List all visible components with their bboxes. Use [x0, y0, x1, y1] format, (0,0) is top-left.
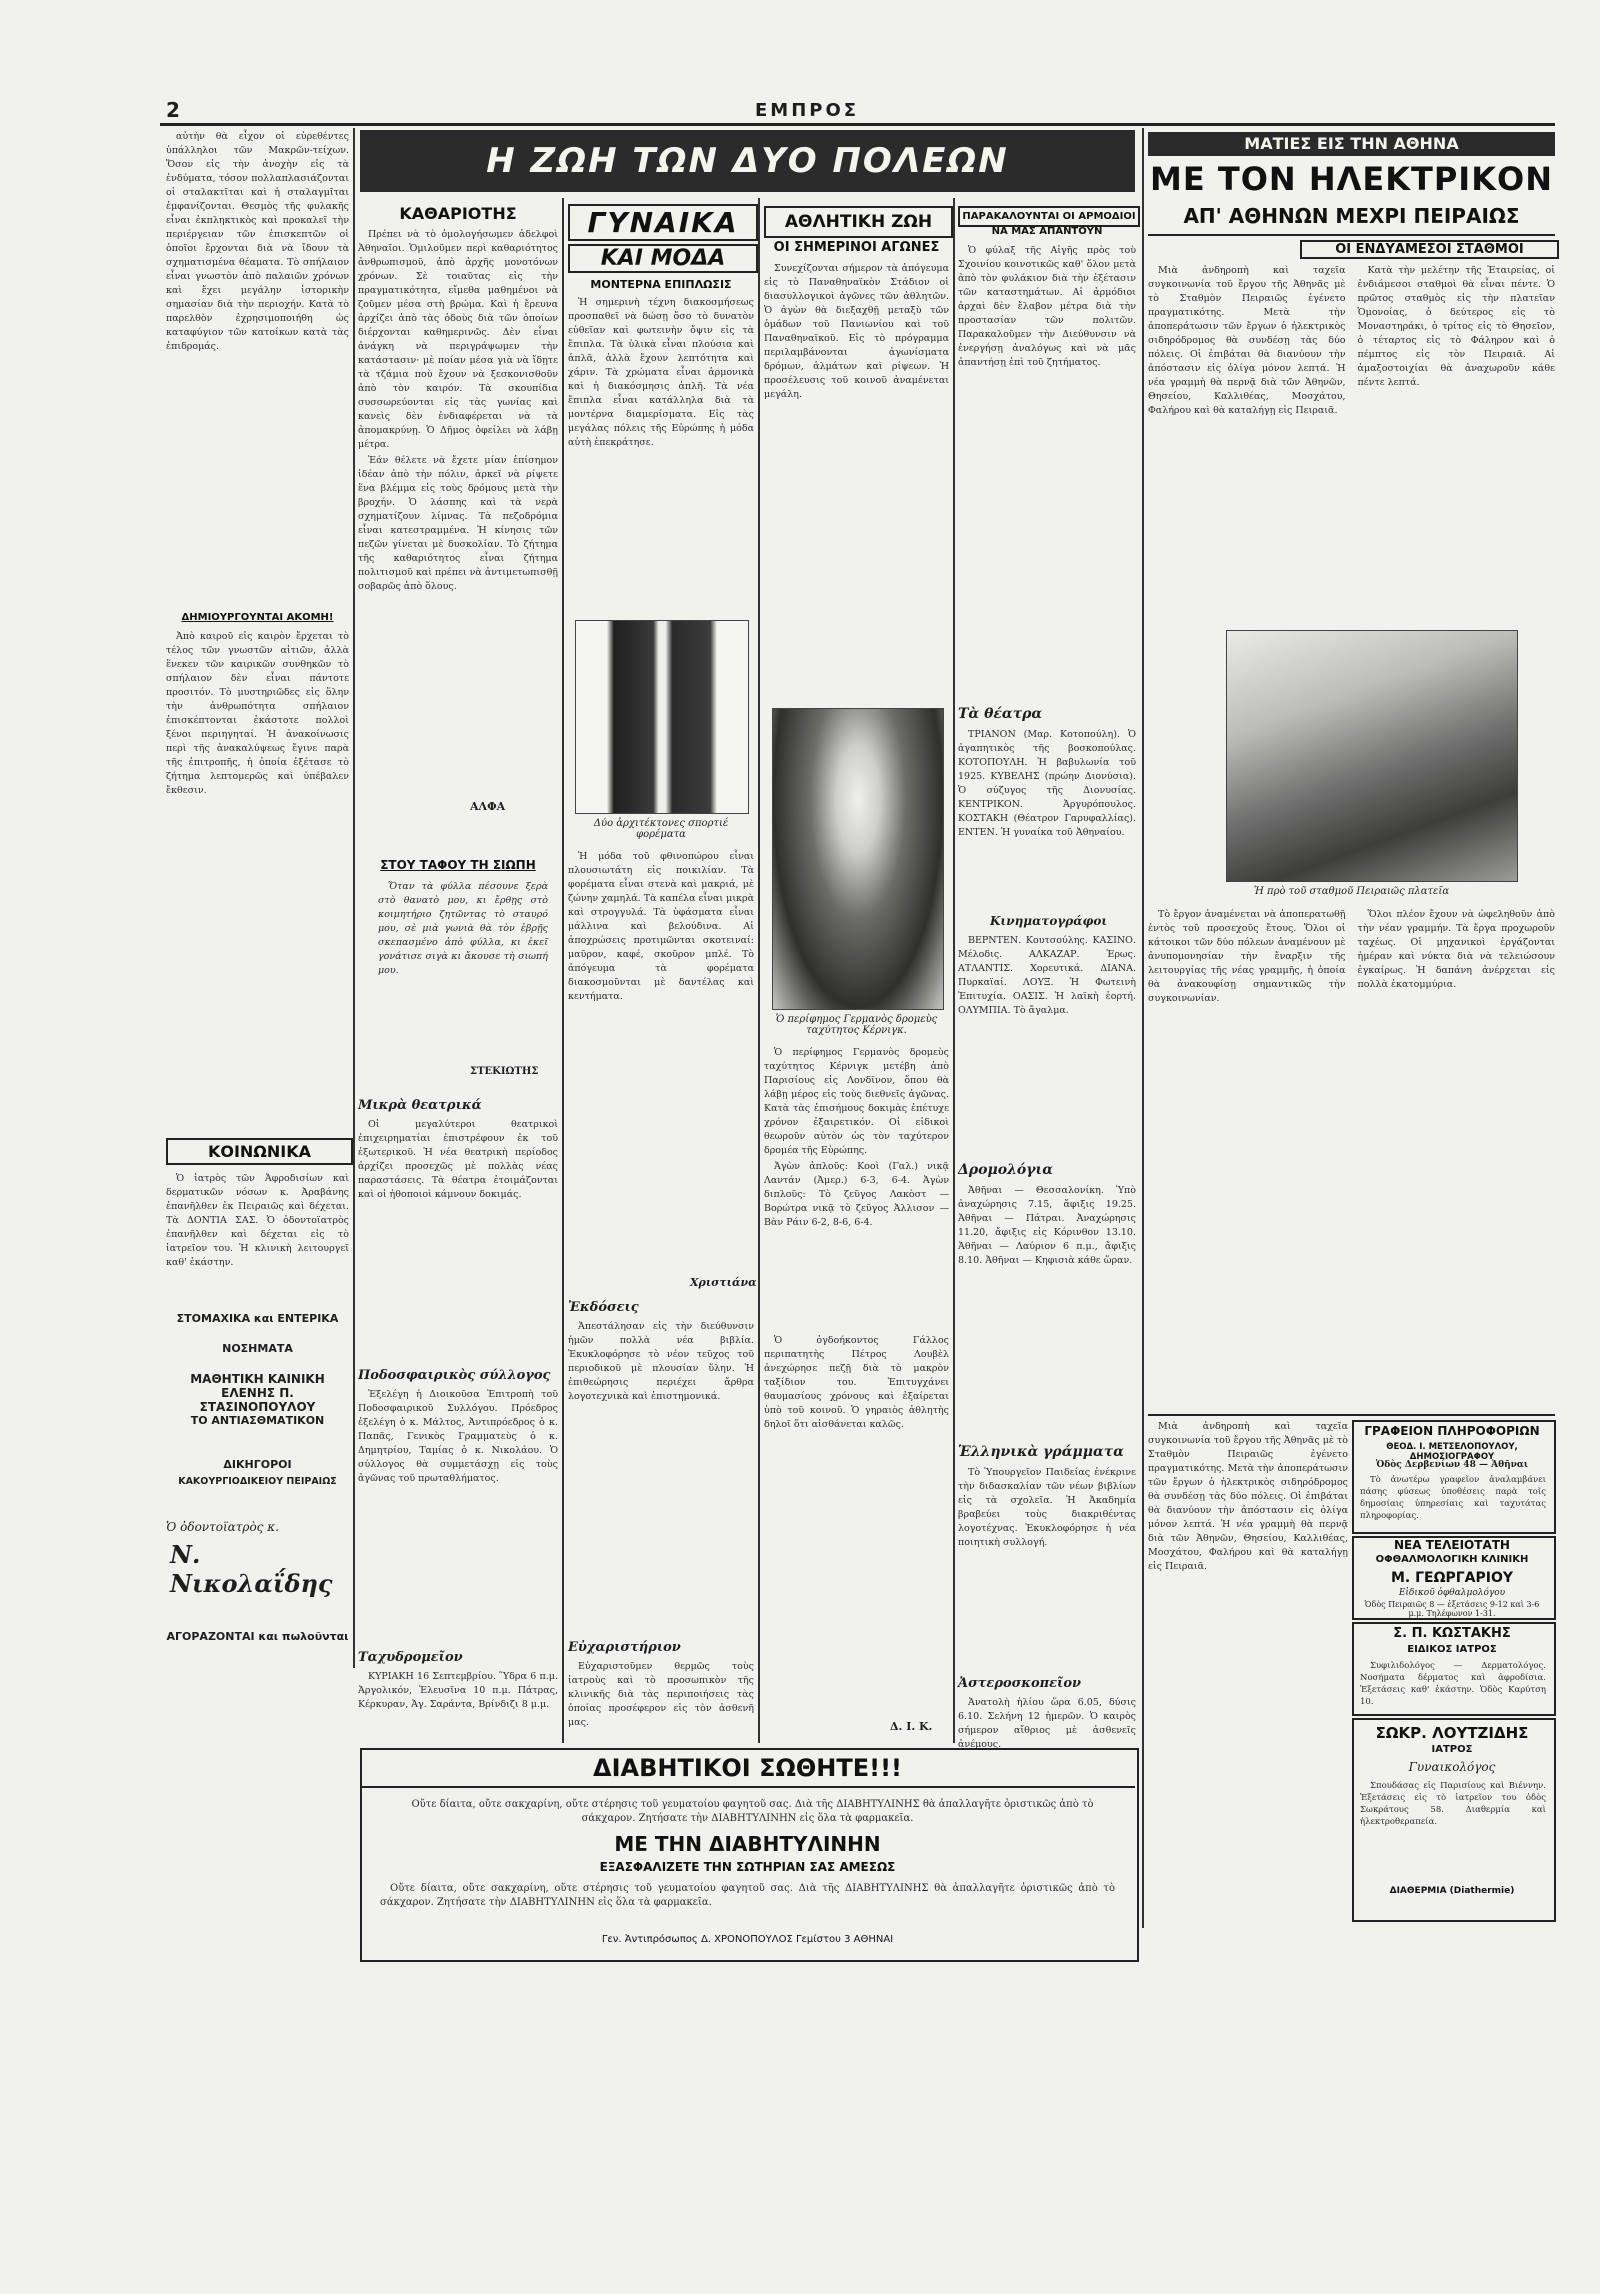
heading-el-grammata: Ἑλληνικὰ γράμματα: [958, 1444, 1124, 1460]
ad-nosimata: ΝΟΣΗΜΑΤΑ: [222, 1342, 293, 1355]
ad-dikigoros: ΔΙΚΗΓΟΡΟΙ: [223, 1458, 292, 1471]
col4d-paragraph: Ὁ ὀγδοήκοντος Γάλλος περιπατητὴς Πέτρος Λουβὲλ ἀνεχώρησε πεζῇ διὰ τὸ μακρὸν ταξίδιον του. Ἐπιτυγχάνει θαυμασίους χρόνους καὶ ἐξαίρεται ὑπὸ τοῦ κοινοῦ. Ὁ γηραιὸς ἀθλητὴς δηλοῖ ὅτι αἰσθάνεται καλῶς.: [764, 1335, 949, 1430]
klinik-title2: ΟΦΘΑΛΜΟΛΟΓΙΚΗ ΚΛΙΝΙΚΗ: [1375, 1554, 1529, 1565]
kathariotis-signature: ΑΛΦΑ: [470, 800, 506, 813]
heading-kinimatografoi: Κινηματογράφοι: [990, 914, 1108, 928]
column-2c-text: [378, 880, 548, 1060]
column-2f-text: [358, 1670, 558, 1740]
loutzidis-spec: Γυναικολόγος: [1408, 1760, 1496, 1774]
kostakis-name: Σ. Π. ΚΩΣΤΑΚΗΣ: [1393, 1626, 1511, 1641]
diavitikoi-title: ΔΙΑΒΗΤΙΚΟΙ ΣΩΘΗΤΕ!!!: [360, 1754, 1135, 1788]
col5d-paragraph: Ἀθῆναι — Θεσσαλονίκη. Ὑπὸ ἀναχώρησις 7.15, ἄφιξις 19.25. Ἀθῆναι — Πάτραι. Ἀναχώρησις 11.20, ἄφιξις εἰς Κόρινθον 13.10. Ἀθῆναι — Λαύριον 6 π.μ., ἄφιξις 8.10. Ἀθῆναι — Κηφισιὰ κάθε ὥραν.: [958, 1185, 1136, 1266]
odontiatros-name: Ν. Νικολαΐδης: [170, 1540, 333, 1598]
heading-me-ton-ilektrikon: ΜΕ ΤΟΝ ΗΛΕΚΤΡΙΚΟΝ: [1150, 160, 1553, 198]
column-3-text: [568, 296, 754, 616]
column-divider-3: [758, 198, 760, 1743]
heading-dimiourgoyntai: ΔΗΜΙΟΥΡΓΟΥΝΤΑΙ ΑΚΟΜΗ!: [181, 612, 334, 623]
col5b-paragraph: ΤΡΙΑΝΟΝ (Μαρ. Κοτοπούλη). Ὁ ἀγαπητικὸς τῆς βοσκοπούλας. ΚΟΤΟΠΟΥΛΗ. Ἡ βαβυλωνία τοῦ 1925. ΚΥΒΕΛΗΣ (πρώην Διονύσια). Ὁ σύζυγος τῆς Διονυσίας. ΚΕΝΤΡΙΚΟΝ. Ἀργυρόπουλος. ΚΟΣΤΑΚΗ (Θέατρον Γαρυφαλλίας). ΕΝΤΕΝ. Ἡ γυναίκα τοῦ Ἀθηναίου.: [958, 729, 1136, 838]
col5f-paragraph: Ἀνατολὴ ἡλίου ὥρα 6.05, δύσις 6.10. Σελήνη 12 ἡμερῶν. Ὁ καιρὸς σήμερον αἴθριος μὲ ἀσθενεῖς ἀνέμους.: [958, 1697, 1136, 1750]
column-1b-text: [166, 630, 349, 1130]
fashion-illustration: [575, 620, 749, 814]
right-lower-paragraph: Μιὰ ἀνδηροπὴ καὶ ταχεῖα συγκοινωνία τοῦ ἔργου τῆς Ἀθηνᾶς μὲ τὸ Σταθμὸν Πειραιῶς ἐγένετο πραγματικότης. Μετὰ τὴν ἀποπεράτωσιν τῶν ἔργων ὁ ἠλεκτρικὸς σιδηρόδρομος θὰ συνδέσῃ τὰς δύο πόλεις. Οἱ ἐπιβάται θὰ διανύουν τὴν ἀπόστασιν εἰς ὀλίγα μόνον λεπτά. Ἡ νέα γραμμὴ θὰ περνᾷ διὰ τῶν Ἀθηνῶν, Θησείου, Καλλιθέας, Μοσχάτου, Φαλήρου καὶ θὰ καταλήγῃ εἰς Πειραιᾶ.: [1148, 1421, 1348, 1572]
diatherm-label: ΔΙΑΘΕΡΜΙΑ (Diathermie): [1389, 1886, 1515, 1896]
column-2-text: [358, 228, 558, 788]
heading-ta-theatra: Τὰ θέατρα: [958, 706, 1043, 722]
column-3d-text: [568, 1660, 754, 1740]
col5e-paragraph: Τὸ Ὑπουργεῖον Παιδείας ἐνέκρινε τὴν διδασκαλίαν τῶν νέων βιβλίων εἰς τὰ σχολεῖα. Ἡ Ἀκαδημία βραβεύει τοὺς διακριθέντας λογοτέχνας. Ἐκυκλοφόρησε ἡ νέα ποιητικὴ συλλογή.: [958, 1467, 1136, 1548]
right-mid-paragraph: Ὅλοι πλέον ἔχουν νὰ ὠφεληθοῦν ἀπὸ τὴν νέαν γραμμήν. Τὰ ἔργα προχωροῦν ταχέως. Οἱ μηχανικοὶ ἐργάζονται ἡμέραν καὶ νύκτα διὰ νὰ τελειώσουν ἐγκαίρως. Ἡ δαπάνη ἀνέρχεται εἰς πολλὰ ἑκατομμύρια.: [1357, 909, 1555, 990]
column-3c-text: [568, 1320, 754, 1620]
heading-koinonika: ΚΟΙΝΩΝΙΚΑ: [166, 1138, 353, 1165]
col6-paragraph: Μιὰ ἀνδηροπὴ καὶ ταχεῖα συγκοινωνία τοῦ ἔργου τῆς Ἀθηνᾶς μὲ τὸ Σταθμὸν Πειραιῶς ἐγένετο πραγματικότης. Μετὰ τὴν ἀποπεράτωσιν τῶν ἔργων ὁ ἠλεκτρικὸς σιδηρόδρομος θὰ συνδέσῃ τὰς δύο πόλεις. Οἱ ἐπιβάται θὰ διανύουν τὴν ἀπόστασιν εἰς ὀλίγα μόνον λεπτά. Ἡ νέα γραμμὴ θὰ περνᾷ διὰ τῶν Ἀθηνῶν, Θησείου, Καλλιθέας, Μοσχάτου, Φαλήρου καὶ θὰ καταλήγῃ εἰς Πειραιᾶ.: [1148, 265, 1346, 416]
col4-paragraph: Συνεχίζονται σήμερον τὰ ἀπόγευμα εἰς τὸ Παναθηναϊκὸν Στάδιον οἱ διασυλλογικοὶ ἀγῶνες τῶν ἀθλητῶν. Ὁ ἀγὼν θὰ διεξαχθῇ μεταξὺ τῶν ὁμάδων τοῦ Πανιωνίου καὶ τοῦ Παναθηναϊκοῦ. Εἰς τὸ πρόγραμμα περιλαμβάνονται ἀγωνίσματα δρόμων, ἁλμάτων καὶ ρίψεων. Ἡ προσέλευσις τοῦ κοινοῦ ἀναμένεται μεγάλη.: [764, 263, 949, 400]
kostakis-body-text: Συφιλιδολόγος — Δερματολόγος. Νοσήματα δέρματος καὶ ἀφροδίσια. Ἐξετάσεις καθ' ἑκάστην. Ὁδὸς Καρύτση 10.: [1360, 1661, 1546, 1707]
col4c-paragraph: Ἀγὼν ἀπλοῦς: Κοοὶ (Γαλ.) νικᾷ Λαντάν (Ἀμερ.) 6-3, 6-4. Ἀγὼν διπλοῦς: Τὸ ζεῦγος Λακὸστ — Βορώτρα νικᾷ τὸ ζεῦγος Ἀλλισον — Βὰν Ράιν 6-2, 8-6, 6-4.: [764, 1161, 949, 1228]
column-divider-1: [353, 128, 355, 1668]
col1-paragraph: αὐτὴν θὰ εἶχον οἱ εὑρεθέντες ὑπάλληλοι τῶν Μακρῶν-τείχων. Ὅσον εἰς τὴν ἀνοχὴν εἰς τὰ ἐνδύματα, τόσον πολλαπλασιάζονται οἱ σταλακτῖται καὶ ἡ σταλαγμῖται ἐμφανίζονται. Θεσμὸς τῆς φυλακῆς εἶναι ἐκπληκτικὸς καὶ προκαλεῖ τὴν περιέργειαν τῶν ἐπισκεπτῶν οἱ ὁποῖοι ἔρχονται διὰ νὰ ἴδουν τὰ σχηματισμένα θέαματα. Τὸ σπήλαιον εἶναι γνωστὸν ἀπὸ παλαιῶν χρόνων καὶ ἔχει μεγάλην ἱστορικὴν σημασίαν διὰ τὴν περιοχήν. Κατὰ τὸ παρελθὸν ἐχρησιμοποιήθη ὡς καταφύγιον τῶν κατοίκων κατὰ τὰς ἐπιδρομάς.: [166, 131, 349, 352]
page-number: 2: [166, 98, 180, 122]
column-3b-text: [568, 850, 754, 1270]
klinik-note: Εἰδικοῦ ὀφθαλμολόγου: [1398, 1588, 1506, 1598]
stou-tafou-signature: ΣΤΕΚΙΩΤΗΣ: [470, 1066, 539, 1077]
kostakis-title: ΕΙΔΙΚΟΣ ΙΑΤΡΟΣ: [1407, 1644, 1497, 1655]
diavit-body: [380, 1798, 1115, 1828]
diavit-body-text: Οὔτε δίαιτα, οὔτε σακχαρίνη, οὔτε στέρησις τοῦ γευματοίου φαγητοῦ σας. Διὰ τῆς ΔΙΑΒΗΤΥΛΙΝΗΣ θὰ ἀπαλλαγῆτε ὁριστικῶς ἀπὸ τὸ σάκχαρον. Ζητήσατε τὴν ΔΙΑΒΗΤΥΛΙΝΗΝ εἰς ὅλα τὰ φαρμακεῖα.: [411, 1799, 1094, 1824]
column-divider-4: [953, 198, 955, 1743]
col3c-paragraph: Ἀπεστάλησαν εἰς τὴν διεύθυνσιν ἡμῶν πολλὰ νέα βιβλία. Ἐκυκλοφόρησε τὸ νέον τεῦχος τοῦ περιοδικοῦ μὲ πλουσίαν ὕλην. Ἡ ἐπιθεώρησις περιέχει ἄρθρα λογοτεχνικὰ καὶ ἐπιστημονικά.: [568, 1321, 754, 1402]
heading-podosfairiki: Ποδοσφαιρικὸς σύλλογος: [358, 1368, 551, 1383]
column-5f-text: [958, 1696, 1136, 1750]
column-4b-text: [764, 1046, 949, 1326]
heading-maties: ΜΑΤΙΕΣ ΕΙΣ ΤΗΝ ΑΘΗΝΑ: [1148, 132, 1555, 156]
grafeion-title: ΓΡΑΦΕΙΟΝ ΠΛΗΡΟΦΟΡΙΩΝ: [1364, 1424, 1540, 1438]
col6b-paragraph: Κατὰ τὴν μελέτην τῆς Ἑταιρείας, οἱ ἐνδιάμεσοι σταθμοὶ θὰ εἶναι πέντε. Ὁ πρῶτος σταθμὸς εἰς τὴν πλατεῖαν Ὁμονοίας, ὁ δεύτερος εἰς τὸ Μοναστηράκι, ὁ τρίτος εἰς τὸ Θησεῖον, ὁ τέταρτος εἰς τὸ Φάληρον καὶ ὁ πέμπτος εἰς τὸν Πειραιᾶ. Αἱ ἁμαξοστοιχίαι θὰ ἀναχωροῦν κάθε πέντε λεπτά.: [1357, 265, 1555, 388]
right-lower-text: [1148, 1420, 1348, 1710]
loutzidis-body-text: Σπουδάσας εἰς Παρισίους καὶ Βιέννην. Ἐξετάσεις εἰς τὸ ἰατρεῖον του ὁδὸς Σωκράτους 58. Διαθερμία καὶ ἠλεκτροθεραπεία.: [1360, 1781, 1546, 1827]
zoi-ton-dyo-poleon-banner: Η ΖΩΗ ΤΩΝ ΔΥΟ ΠΟΛΕΩΝ: [360, 130, 1135, 192]
heading-ekdoseis: Ἐκδόσεις: [568, 1300, 639, 1315]
diavitylini-sub: ΕΞΑΣΦΑΛΙΖΕΤΕ ΤΗΝ ΣΩΤΗΡΙΑΝ ΣΑΣ ΑΜΕΣΩΣ: [599, 1860, 896, 1874]
heading-gynaika: ΓΥΝΑΙΚΑ: [568, 204, 758, 241]
column-5b-text: [958, 728, 1136, 908]
ad-agorazontai: ΑΓΟΡΑΖΟΝΤΑΙ και πωλοῦνται: [166, 1630, 349, 1643]
street-caption: Ἡ πρὸ τοῦ σταθμοῦ Πειραιῶς πλατεῖα: [1253, 886, 1450, 897]
grafeion-name: ΘΕΟΔ. Ι. ΜΕΤΣΕΛΟΠΟΥΛΟΥ, ΔΗΜΟΣΙΟΓΡΑΦΟΥ: [1386, 1442, 1518, 1462]
diavitylini-title: ΜΕ ΤΗΝ ΔΙΑΒΗΤΥΛΙΝΗΝ: [614, 1832, 881, 1856]
loutzidis-body: [1360, 1780, 1546, 1880]
heading-parakaloyntai: ΠΑΡΑΚΑΛΟΥΝΤΑΙ ΟΙ ΑΡΜΟΔΙΟΙ: [958, 206, 1140, 227]
column-divider-5: [1142, 128, 1144, 1928]
heading-athlitiki: ΑΘΛΗΤΙΚΗ ΖΩΗ: [764, 206, 953, 238]
column-1-text: [166, 130, 349, 610]
heading-evxaristisis: Εὐχαριστήριον: [568, 1640, 681, 1655]
heading-asteroskopeion: Ἀστεροσκοπεῖον: [958, 1676, 1082, 1691]
heading-na-mas-apantoun: ΝΑ ΜΑΣ ΑΠΑΝΤΟΥΝ: [991, 226, 1103, 237]
col2-paragraph: Πρέπει νὰ τὸ ὁμολογήσωμεν ἀδελφοὶ Ἀθηναῖοι. Ὁμιλοῦμεν περὶ καθαριότητος ἀνθρωπισμοῦ, ἀπὸ ἀρχῆς μονοτόνων χρόνων. Σὲ τοιαῦτας εἰς τὴν πραγματικότητα, εἴμεθα μαθημένοι νὰ ζοῦμεν μέσα στὴ βρώμα. Καὶ ἡ ἔρευνα ἀρχίζει ἀπὸ τὰς ὁδοὺς διὰ τῶν ὁποίων διέρχονται καθημερινῶς. Δὲν εἶναι ἀνάγκη νὰ περιγράψωμεν τὴν κατάστασιν· μὲ ποίαν μέσα γιὰ νὰ ἴδῃτε τὰ τζάμια ποὺ ἔχουν νὰ ξεσκονισθοῦν ἀπὸ τὸν καιρόν. Τὰ σκουπίδια συσσωρεύονται εἰς τὰς γωνίας καὶ κανεὶς δὲν ἐνδιαφέρεται νὰ τὰ ἀπομακρύνῃ. Ὁ Δῆμος ὀφείλει νὰ λάβῃ μέτρα.: [358, 229, 558, 450]
ad-stomaxika: ΣΤΟΜΑΧΙΚΑ και ΕΝΤΕΡΙΚΑ: [176, 1312, 339, 1325]
grafeion-body-text: Τὸ ἀνωτέρω γραφεῖον ἀναλαμβάνει πάσης φύσεως ὑποθέσεις παρὰ τοῖς δημοσίαις ὑπηρεσίαις καὶ ταχυτάτας πληροφορίας.: [1360, 1475, 1546, 1521]
poem-paragraph: Ὅταν τὰ φύλλα πέσουνε ξερὰ στὸ θανατὸ μου, κι ἔρθῃς στὸ κοιμητήριο ζητῶντας τὸ σταυρό μου, σὲ μιὰ γωνιὰ θὰ τὸν ἐβρῇς σκεπασμένο ἀπὸ φύλλα, κι ἐκεῖ γονάτισε σιγὰ κι ἄκουσε τὴ σιωπή μου.: [378, 881, 548, 976]
ad-mathitiki: ΜΑΘΗΤΙΚΗ ΚΑΙΝΙΚΗ ΕΛΕΝΗΣ Π. ΣΤΑΣΙΝΟΠΟΥΛΟΥ: [190, 1372, 325, 1414]
col2f-paragraph: ΚΥΡΙΑΚΗ 16 Σεπτεμβρίου. Ὕδρα 6 π.μ. Ἀργολικόν, Ἐλευσῖνα 10 π.μ. Πάτρας, Κέρκυραν, Ἀγ. Σαράντα, Βρίνδιζι 8 μ.μ.: [358, 1671, 558, 1710]
column-6-text: [1148, 264, 1555, 624]
column-2e-text: [358, 1388, 558, 1638]
grafeion-addr: Ὁδὸς Δερβενίων 48 — Ἀθῆναι: [1375, 1460, 1529, 1470]
col1c-paragraph: Ὁ ἰατρὸς τῶν Ἀφροδισίων καὶ δερματικῶν νόσων κ. Ἀραβάνης ἐπανῆλθεν ἐκ Πειραιῶς καὶ δέχεται. Τὰ ΔΟΝΤΙΑ ΣΑΣ. Ὁ ὀδοντοϊατρὸς ἐπανῆλθεν καὶ δέχεται εἰς τὸ ἰατρεῖον του. Ἡ κλινικὴ λειτουργεῖ καθ' ἑκάστην.: [166, 1173, 349, 1268]
heading-dromologia: Δρομολόγια: [958, 1162, 1054, 1178]
heading-ap-athinon: ΑΠ' ΑΘΗΝΩΝ ΜΕΧΡΙ ΠΕΙΡΑΙΩΣ: [1183, 204, 1520, 228]
masthead-rule: [160, 123, 1555, 126]
runner-caption: Ὁ περίφημος Γερμανὸς δρομεὺς ταχύτητος Κέρνιγκ.: [775, 1014, 938, 1036]
heading-oi-endiamesoi: ΟΙ ΕΝΔΥΑΜΕΣΟΙ ΣΤΑΘΜΟΙ: [1300, 240, 1559, 259]
loutzidis-name: ΣΩΚΡ. ΛΟΥΤΖΙΔΗΣ: [1375, 1724, 1529, 1742]
grafeion-body: [1360, 1474, 1546, 1526]
heading-moderna: ΜΟΝΤΕΡΝΑ ΕΠΙΠΛΩΣΙΣ: [590, 278, 732, 291]
column-divider-2: [562, 198, 564, 1743]
col6c-paragraph: Τὸ ἔργον ἀναμένεται νὰ ἀποπερατωθῇ ἐντὸς τοῦ προσεχοῦς ἔτους. Ὅλοι οἱ κάτοικοι τῶν δύο πόλεων ἀναμένουν μὲ ἀνυπομονησίαν τὴν ἔναρξιν τῆς λειτουργίας τῆς νέας γραμμῆς, ἡ ὁποία θὰ ἀνακουφίσῃ σημαντικῶς τὴν συγκοινωνίαν.: [1148, 909, 1346, 1004]
moda-signature: Χριστιάνα: [690, 1276, 757, 1289]
piraeus-station-photo: [1226, 630, 1518, 882]
column-1c-text: [166, 1172, 349, 1307]
column-4-text: [764, 262, 949, 702]
runner-photo: [772, 708, 944, 1010]
column-2d-text: [358, 1118, 558, 1348]
column-5-text: [958, 244, 1136, 694]
diavitylini-footer: Γεν. Ἀντιπρόσωπος Δ. ΧΡΟΝΟΠΟΥΛΟΣ Γεμίστου 3 ΑΘΗΝΑΙ: [601, 1934, 894, 1945]
col3b-paragraph: Ἡ μόδα τοῦ φθινοπώρου εἶναι πλουσιωτάτη εἰς ποικιλίαν. Τὰ φορέματα εἶναι στενὰ καὶ μακριά, μὲ ζώνην χαμηλά. Τὰ καπέλα εἶναι μικρὰ καὶ στρογγυλά. Τὰ ὑφάσματα εἶναι μάλλινα καὶ βελούδινα. Αἱ ἀποχρώσεις προτιμῶνται σκοτειναί: μαῦρον, καφέ, σκοῦρον μπλέ. Τὸ ἀπόγευμα τὰ φορέματα διακοσμοῦνται μὲ δαντέλας καὶ κεντήματα.: [568, 851, 754, 1002]
fashion-caption: Δύο ἀρχιτέκτονες σπορτιέ φορέματα: [593, 818, 729, 840]
odontiatros-label: Ὁ ὀδοντοϊατρὸς κ.: [166, 1520, 279, 1534]
diavit-body-text-2: Οὔτε δίαιτα, οὔτε σακχαρίνη, οὔτε στέρησις τοῦ γευματοίου φαγητοῦ σας. Διὰ τῆς ΔΙΑΒΗΤΥΛΙΝΗΣ θὰ ἀπαλλαγῆτε ὁριστικῶς ἀπὸ τὸ σάκχαρον. Ζητήσατε τὴν ΔΙΑΒΗΤΥΛΙΝΗΝ εἰς ὅλα τὰ φαρμακεῖα.: [380, 1883, 1115, 1908]
klinik-body: Ὁδὸς Πειραιῶς 8 — ἐξετάσεις 9-12 καὶ 3-6 μ.μ. Τηλέφωνον 1-31.: [1364, 1600, 1540, 1618]
column-5d-text: [958, 1184, 1136, 1434]
column-5e-text: [958, 1466, 1136, 1666]
col2e-paragraph: Ἐξελέγη ἡ Διοικοῦσα Ἐπιτροπὴ τοῦ Ποδοσφαιρικοῦ Συλλόγου. Πρόεδρος ἐξελέγη ὁ κ. Μάλτος, Ἀντιπρόεδρος ὁ κ. Παπᾶς, Γενικὸς Γραμματεὺς ὁ κ. Δημητρίου, Ταμίας ὁ κ. Νικολάου. Ὁ σύλλογος θὰ συμμετάσχῃ εἰς τοὺς ἀγῶνας τοῦ πρωταθλήματος.: [358, 1389, 558, 1484]
column-6c-text: [1148, 908, 1555, 1408]
newspaper-name: ΕΜΠΡΟΣ: [755, 100, 860, 121]
kostakis-body: [1360, 1660, 1546, 1708]
athlitiki-signature: Δ. Ι. Κ.: [890, 1720, 933, 1733]
column-5c-text: [958, 934, 1136, 1154]
klinik-doctor: Μ. ΓΕΩΡΓΑΡΙΟΥ: [1390, 1570, 1514, 1586]
col3d-paragraph: Εὐχαριστοῦμεν θερμῶς τοὺς ἰατροὺς καὶ τὸ προσωπικὸν τῆς κλινικῆς διὰ τὰς περιποιήσεις τὰς ὁποίας προσέφερον εἰς τὸν ἀσθενῆ μας.: [568, 1661, 754, 1728]
heading-mikra-theatrika: Μικρὰ θεατρικά: [358, 1098, 482, 1113]
col5-paragraph: Ὁ φύλαξ τῆς Αἰγῆς πρὸς τοὺ Σχοινίου κοινοτικῶς καθ' ὅλον μετὰ ἀπὸ τὸν φυλάκιον διὰ τὴν ἐξέτασιν τῶν καταστημάτων. Αἱ ἀρμόδιοι ἀρχαὶ δὲν ἔλαβον μέτρα διὰ τὴν προστασίαν τῶν πολιτῶν. Παρακαλοῦμεν τὴν Διεύθυνσιν νὰ ἐνεργήσῃ ἀναλόγως καὶ νὰ μᾶς ἀπαντήσῃ ἐπὶ τοῦ ζητήματος.: [958, 245, 1136, 368]
heading-kathariotis: ΚΑΘΑΡΙΟΤΗΣ: [399, 204, 517, 223]
heading-kai-moda: ΚΑΙ ΜΟΔΑ: [568, 244, 758, 273]
loutzidis-title: ΙΑΤΡΟΣ: [1431, 1744, 1473, 1755]
col5c-paragraph: ΒΕΡΝΤΕΝ. Κουτσούλης. ΚΑΣΙΝΟ. Μέλοδις. ΑΛΚΑΖΑΡ. Ἑρως. ΑΤΛΑΝΤΙΣ. Χορευτικά. ΔΙΑΝΑ. Πυρκαϊαί. ΛΟΥΞ. Ἡ Φωτεινὴ Ἐπιτυχία. ΟΑΣΙΣ. Ἡ λαϊκὴ ἑορτή. ΟΛΥΜΠΙΑ. Τὸ ἄγαλμα.: [958, 935, 1136, 1016]
column-4d-text: [764, 1334, 949, 1714]
ad-kakourgiodikeiou: ΚΑΚΟΥΡΓΙΟΔΙΚΕΙΟΥ ΠΕΙΡΑΙΩΣ: [178, 1476, 337, 1487]
col3-paragraph: Ἡ σημερινὴ τέχνη διακοσμήσεως προσπαθεῖ νὰ δώσῃ ὅσο τὸ δυνατὸν εὐθεῖαν καὶ φωτεινὴν ὄψιν εἰς τὰ ἔπιπλα. Τὰ ὑλικὰ εἶναι πλούσια καὶ ἁπλᾶ, ἀλλὰ ἔχουν λεπτότητα καὶ χάριν. Τὰ χρώματα εἶναι ἁρμονικὰ καὶ ἡ διακόσμησις ἀπλῆ. Τὰ νέα ἔπιπλα εἶναι κατάλληλα διὰ τὰ μοντέρνα διαμερίσματα. Εἰς τὰς μεγάλας πόλεις τῆς Εὐρώπης ἡ μόδα αὐτὴ ἐπεκράτησε.: [568, 297, 754, 448]
right-heading-rule: [1148, 234, 1555, 236]
right-ads-rule: [1148, 1414, 1555, 1416]
heading-stou-tafou: ΣΤΟΥ ΤΑΦΟΥ ΤΗ ΣΙΩΠΗ: [380, 858, 536, 872]
diavit-body-2: [380, 1882, 1115, 1926]
heading-taxydromeion: Ταχυδρομεῖον: [358, 1650, 463, 1665]
klinik-title: ΝΕΑ ΤΕΛΕΙΟΤΑΤΗ: [1394, 1538, 1510, 1552]
col2d-paragraph: Οἱ μεγαλύτεροι θεατρικοὶ ἐπιχειρηματίαι ἐπιστρέφουν ἐκ τοῦ ἐξωτερικοῦ. Ἡ νέα θεατρικὴ περίοδος ἀρχίζει προσεχῶς μὲ πολλὰς νέας παραστάσεις. Τὰ θέατρα ἑτοιμάζονται καὶ οἱ ἠθοποιοὶ κάμνουν δοκιμάς.: [358, 1119, 558, 1200]
col1b-paragraph: Ἀπὸ καιροῦ εἰς καιρὸν ἔρχεται τὸ τέλος τῶν γνωστῶν αἰτιῶν, ἀλλὰ ἕνεκεν τῶν καιρικῶν συνθηκῶν τὸ σπήλαιον δὲν εἶναι πάντοτε προσιτόν. Τὸ μυστηριῶδες εἰς ὅλην τὴν ἀνθρωπότητα σπήλαιον ἐπισκέπτονται ἑκάστοτε πολλοὶ ξένοι περιηγηταί. Ἡ ἀνακοίνωσις περὶ τῆς ἀνακαλύψεως ἔγινε παρὰ τῆς ἐπιτροπῆς, ἡ ὁποία ἐξέτασε τὸ ζήτημα λεπτομερῶς καὶ ὑπέβαλεν ἔκθεσιν.: [166, 631, 349, 796]
col4b-paragraph: Ὁ περίφημος Γερμανὸς δρομεὺς ταχύτητος Κέρνιγκ μετέβη ἀπὸ Παρισίους εἰς Λονδῖνον, ὅπου θὰ λάβῃ μέρος εἰς τοὺς διεθνεῖς ἀγῶνας. Κατὰ τὰς ἐπισήμους δοκιμὰς ἐπέτυχε χρόνον ἐξαιρετικόν. Οἱ εἰδικοὶ θεωροῦν αὐτὸν ὡς τὸν ταχύτερον δρομέα τῆς Εὐρώπης.: [764, 1047, 949, 1156]
ad-antiasthmatikon: ΤΟ ΑΝΤΙΑΣΘΜΑΤΙΚΟΝ: [190, 1414, 325, 1427]
col2b-paragraph: Ἐάν θέλετε νὰ ἔχετε μίαν ἐπίσημον ἰδέαν ἀπὸ τὴν πόλιν, ἀρκεῖ νὰ ρίψετε ἕνα βλέμμα εἰς τοὺς δρόμους μετὰ τὴν βροχήν. Ὁ λάσπης καὶ τὰ νερὰ σχηματίζουν λίμνας. Τὰ πεζοδρόμια εἶναι κατεστραμμένα. Ἡ κίνησις τῶν πεζῶν γίνεται μὲ δυσκολίαν. Τὸ ζήτημα τῆς καθαριότητος εἶναι ζήτημα πολιτισμοῦ καὶ πρέπει νὰ ἀντιμετωπισθῇ σοβαρῶς ἀπὸ ὅλους.: [358, 455, 558, 592]
heading-simerinoi: ΟΙ ΣΗΜΕΡΙΝΟΙ ΑΓΩΝΕΣ: [773, 240, 940, 255]
